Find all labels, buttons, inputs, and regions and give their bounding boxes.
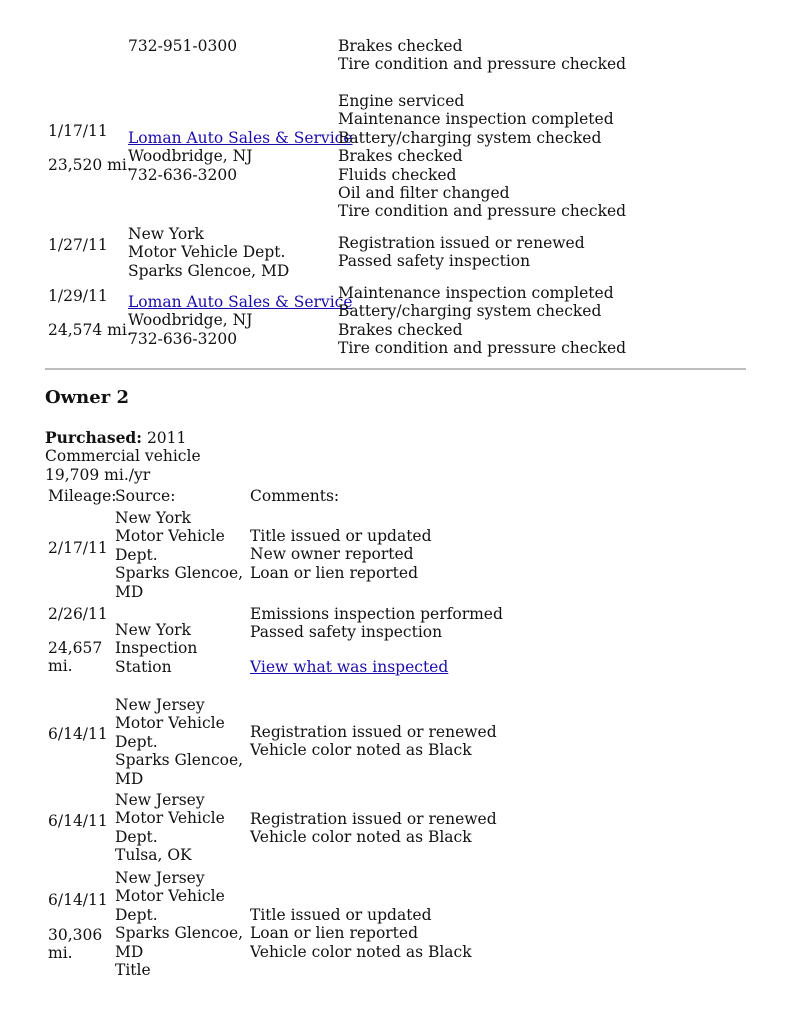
- comment-line: Registration issued or renewed: [250, 723, 497, 741]
- record-date: 2/17/11: [48, 539, 108, 557]
- record-comments: [250, 605, 503, 642]
- column-header-source: Source:: [115, 487, 176, 505]
- comment-line: Title issued or updated: [250, 906, 432, 924]
- purchased-year: 2011: [146, 429, 187, 447]
- record-source: [115, 791, 225, 865]
- source-line: New Jersey: [115, 791, 205, 809]
- comment-line: Vehicle color noted as Black: [250, 942, 472, 961]
- owner-summary: [45, 429, 201, 484]
- source-line: Woodbridge, NJ: [128, 311, 253, 330]
- source-line: Motor Vehicle: [115, 527, 225, 546]
- source-line: MD: [115, 582, 144, 601]
- source-line: MD: [115, 942, 144, 961]
- source-line: 732-636-3200: [128, 329, 238, 348]
- mileage-line: 24,657: [48, 639, 103, 657]
- record-mileage: 24,574 mi.: [48, 321, 132, 339]
- comment-line: Registration issued or renewed: [250, 810, 497, 828]
- record-comments: [250, 527, 432, 582]
- purchased-label: Purchased:: [45, 428, 142, 447]
- record-comments: [250, 810, 497, 847]
- vehicle-type: Commercial vehicle: [45, 447, 201, 466]
- mileage-line: mi.: [48, 657, 73, 676]
- record-source: [115, 509, 243, 601]
- record-mileage: [48, 639, 102, 676]
- record-comments: [250, 906, 472, 961]
- source-line: Dept.: [115, 905, 158, 924]
- comment-line: Vehicle color noted as Black: [250, 741, 472, 760]
- source-line: MD: [115, 769, 144, 788]
- source-line: Motor Vehicle Dept.: [128, 243, 286, 262]
- column-header-mileage: Mileage:: [48, 487, 117, 505]
- source-line: Tulsa, OK: [115, 846, 192, 865]
- owner-heading: Owner 2: [45, 387, 129, 408]
- source-line: Sparks Glencoe,: [115, 924, 244, 943]
- miles-per-year: 19,709 mi./yr: [45, 465, 151, 484]
- comment-line: Emissions inspection performed: [250, 605, 503, 623]
- comment-line: Loan or lien reported: [250, 924, 419, 943]
- comment-line: Registration issued or renewed: [338, 234, 585, 252]
- record-source: [128, 293, 353, 348]
- dealer-link[interactable]: Loman Auto Sales & Service: [128, 129, 353, 147]
- record-date: 1/17/11: [48, 122, 108, 140]
- record-comments: [338, 234, 585, 271]
- comment-line: Tire condition and pressure checked: [338, 202, 627, 221]
- comment-line: Passed safety inspection: [338, 252, 531, 271]
- source-line: New York: [115, 621, 191, 639]
- source-line: Sparks Glencoe, MD: [128, 261, 290, 280]
- comment-line: Engine serviced: [338, 92, 465, 110]
- source-line: Inspection: [115, 639, 198, 658]
- record-source: [128, 225, 289, 280]
- comment-line: Brakes checked: [338, 320, 463, 339]
- record-source: [115, 696, 243, 788]
- source-line: Dept.: [115, 545, 158, 564]
- record-comments: [338, 284, 626, 358]
- record-comments: [338, 92, 626, 221]
- source-line: Motor Vehicle: [115, 887, 225, 906]
- source-line: New York: [128, 225, 204, 243]
- source-line: Motor Vehicle: [115, 809, 225, 828]
- source-line: 732-636-3200: [128, 165, 238, 184]
- source-line: New York: [115, 509, 191, 527]
- comment-line: New owner reported: [250, 545, 414, 564]
- record-mileage: 23,520 mi.: [48, 156, 132, 174]
- record-date: 2/26/11: [48, 605, 108, 623]
- comment-line: Vehicle color noted as Black: [250, 828, 472, 847]
- comment-line: Fluids checked: [338, 165, 457, 184]
- record-source: [115, 621, 197, 676]
- source-line: Station: [115, 657, 172, 676]
- source-line: Woodbridge, NJ: [128, 147, 253, 166]
- record-source: [115, 869, 243, 979]
- source-line: New Jersey: [115, 696, 205, 714]
- comment-line: Battery/charging system checked: [338, 128, 602, 147]
- comment-line: Maintenance inspection completed: [338, 110, 614, 129]
- record-source: [128, 37, 237, 55]
- mileage-line: mi.: [48, 944, 73, 963]
- comment-line: Battery/charging system checked: [338, 302, 602, 321]
- record-comments: [250, 723, 497, 760]
- record-mileage: [48, 926, 102, 963]
- source-line: Sparks Glencoe,: [115, 751, 244, 770]
- record-date: 6/14/11: [48, 812, 108, 830]
- mileage-line: 30,306: [48, 926, 103, 944]
- source-line: Dept.: [115, 827, 158, 846]
- dealer-link[interactable]: Loman Auto Sales & Service: [128, 293, 353, 311]
- view-inspection-link[interactable]: View what was inspected: [250, 658, 449, 676]
- comment-line: Title issued or updated: [250, 527, 432, 545]
- comment-line: Tire condition and pressure checked: [338, 55, 627, 74]
- comment-line: Maintenance inspection completed: [338, 284, 614, 302]
- source-line: New Jersey: [115, 869, 205, 887]
- comment-line: Brakes checked: [338, 147, 463, 166]
- record-source: [128, 129, 353, 184]
- comment-line: Tire condition and pressure checked: [338, 339, 627, 358]
- purchased-line: [45, 429, 201, 447]
- section-divider: [45, 368, 746, 370]
- record-date: 1/29/11: [48, 287, 108, 305]
- source-line: Title: [115, 961, 151, 980]
- comment-line: Passed safety inspection: [250, 623, 443, 642]
- column-header-comments: Comments:: [250, 487, 340, 505]
- source-phone: 732-951-0300: [128, 37, 238, 55]
- source-line: Motor Vehicle: [115, 714, 225, 733]
- comment-line: Loan or lien reported: [250, 563, 419, 582]
- source-line: Sparks Glencoe,: [115, 564, 244, 583]
- comment-line: Oil and filter changed: [338, 184, 510, 203]
- record-date: 6/14/11: [48, 891, 108, 909]
- record-date: 1/27/11: [48, 236, 108, 254]
- record-date: 6/14/11: [48, 725, 108, 743]
- record-comments: [338, 37, 626, 74]
- source-line: Dept.: [115, 732, 158, 751]
- comment-line: Brakes checked: [338, 37, 463, 55]
